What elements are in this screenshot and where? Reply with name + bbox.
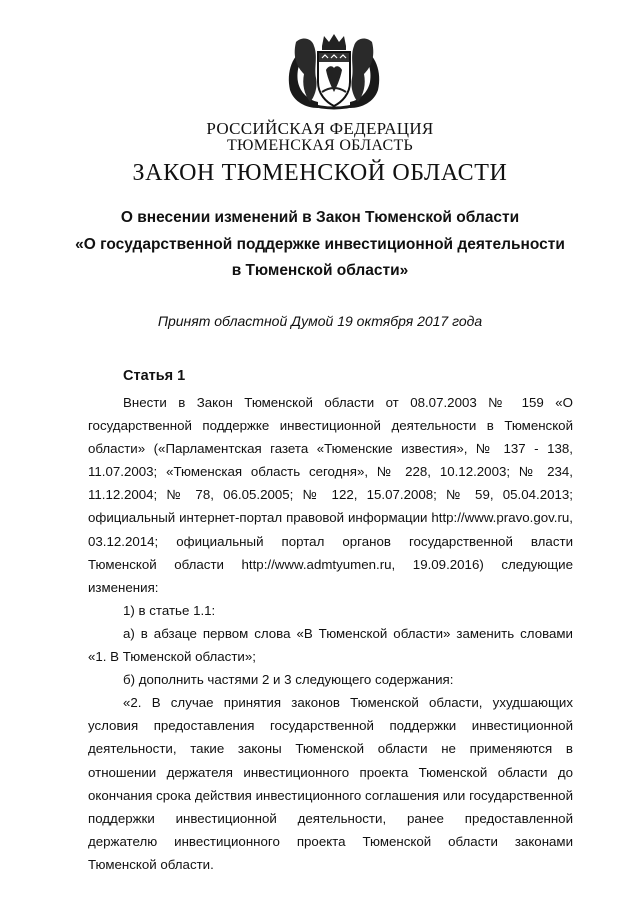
law-subtitle-line-3: в Тюменской области»: [231, 262, 409, 279]
law-subtitle-line-1: О внесении изменений в Закон Тюменской области: [120, 209, 520, 226]
tyumen-coat-of-arms-icon: [278, 32, 390, 110]
region-heading: ТЮМЕНСКАЯ ОБЛАСТЬ: [226, 137, 414, 154]
article-heading: Статья 1: [123, 368, 186, 384]
document-title: ЗАКОН ТЮМЕНСКОЙ ОБЛАСТИ: [132, 160, 508, 186]
article-paragraph: 1) в статье 1.1:: [123, 602, 216, 618]
article-paragraph: а) в абзаце первом слова «В Тюменской области» заменить словами «1. В Тюменской области»;: [88, 625, 573, 665]
adoption-date: Принят областной Думой 19 октября 2017 года: [157, 313, 483, 329]
article-paragraph: Внести в Закон Тюменской области от 08.07.2003 № 159 «О государственной поддержке инвестиционной деятельности в Тюменской области» («Парламентская газета «Тюменские известия», № 137 - 138, 11.07.2003; «Тюменская область сегодня», № 228, 10.12.2003; № 234, 11.12.2004; № 78, 06.05.2005; № 122, 15.07.2008; № 59, 05.04.2013; официальный интернет-портал правовой информации http://www.pravo.gov.ru, 03.12.2014; официальный портал органов государственной власти Тюменской области http://www.admtyumen.ru, 19.09.2016) следующие изменения:: [88, 395, 573, 595]
country-heading: РОССИЙСКАЯ ФЕДЕРАЦИЯ: [206, 119, 434, 138]
article-body: [88, 391, 573, 876]
article-paragraph: б) дополнить частями 2 и 3 следующего содержания:: [123, 672, 454, 688]
law-subtitle-line-2: «О государственной поддержке инвестиционной деятельности: [75, 236, 565, 253]
article-paragraph: «2. В случае принятия законов Тюменской области, ухудшающих условия предоставления государственной поддержки инвестиционной деятельности, такие законы Тюменской области не применяются в отношении держателя инвестиционного проекта Тюменской области до окончания срока действия инвестиционного соглашения или государственной поддержки инвестиционной деятельности, ранее предоставленной держателю инвестиционного проекта Тюменской области законами Тюменской области.: [88, 695, 573, 872]
